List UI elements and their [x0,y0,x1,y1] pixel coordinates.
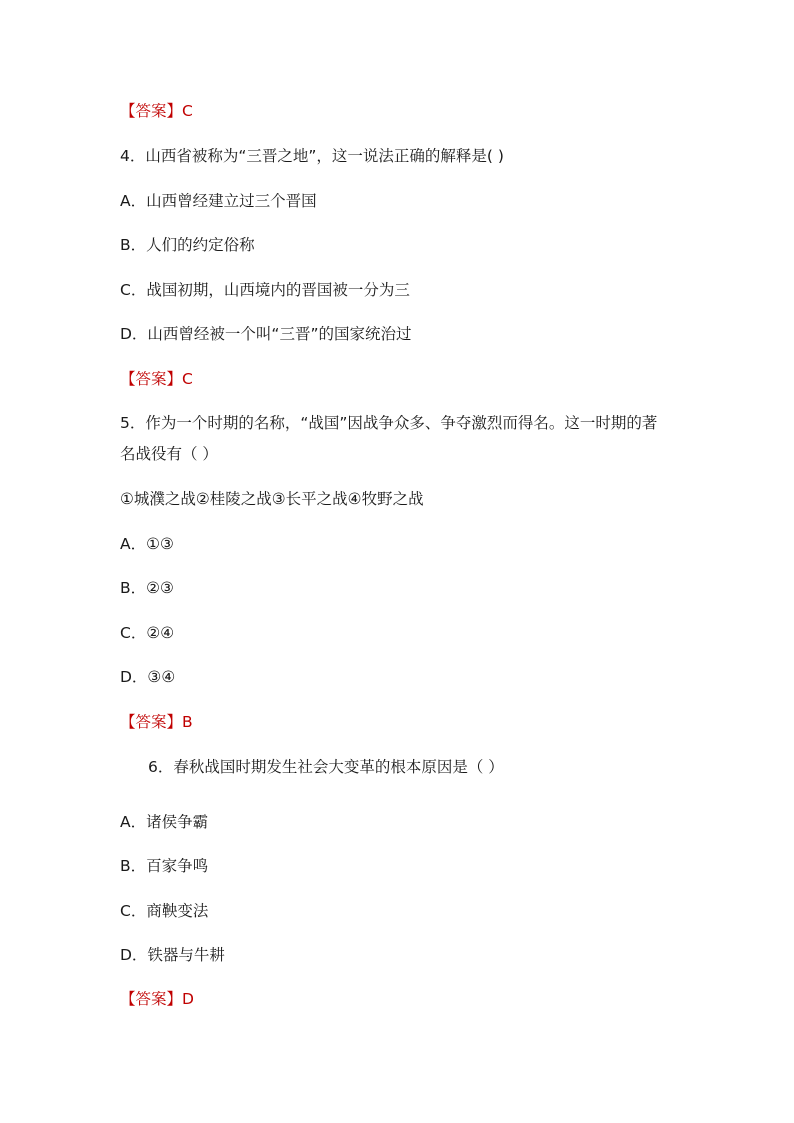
question-6: 6．春秋战国时期发生社会大变革的根本原因是（ ） [148,758,504,776]
q5-option-d: D．③④ [120,668,176,686]
q5-option-c: C．②④ [120,624,175,642]
answer-value: B [182,713,193,731]
answer-value: C [182,102,193,120]
question-5-line-1: 5．作为一个时期的名称，“战国”因战争众多、争夺激烈而得名。这一时期的著 [120,414,658,432]
q6-option-b: B．百家争鸣 [120,857,209,875]
answer-label: 【答案】 [120,370,183,388]
q5-items: ①城濮之战②桂陵之战③长平之战④牧野之战 [120,490,424,508]
answer-value: C [182,370,193,388]
answer-label: 【答案】 [120,713,183,731]
q6-option-d: D．铁器与牛耕 [120,946,225,964]
q5-option-b: B．②③ [120,579,174,597]
q5-option-a: A．①③ [120,535,174,553]
q4-option-d: D．山西曾经被一个叫“三晋”的国家统治过 [120,325,412,343]
question-5-line-2: 名战役有（ ） [120,445,218,463]
answer-label: 【答案】 [120,102,183,120]
question-4: 4．山西省被称为“三晋之地”，这一说法正确的解释是( ) [120,147,504,165]
q6-option-c: C．商鞅变法 [120,902,209,920]
answer-value: D [182,990,194,1008]
q6-option-a: A．诸侯争霸 [120,813,209,831]
answer-line [120,989,194,1009]
answer-line [120,369,193,389]
answer-line [120,101,193,121]
q4-option-b: B．人们的约定俗称 [120,236,255,254]
answer-label: 【答案】 [120,990,183,1008]
q4-option-a: A．山西曾经建立过三个晋国 [120,192,317,210]
q4-option-c: C．战国初期，山西境内的晋国被一分为三 [120,281,410,299]
answer-line [120,712,193,732]
